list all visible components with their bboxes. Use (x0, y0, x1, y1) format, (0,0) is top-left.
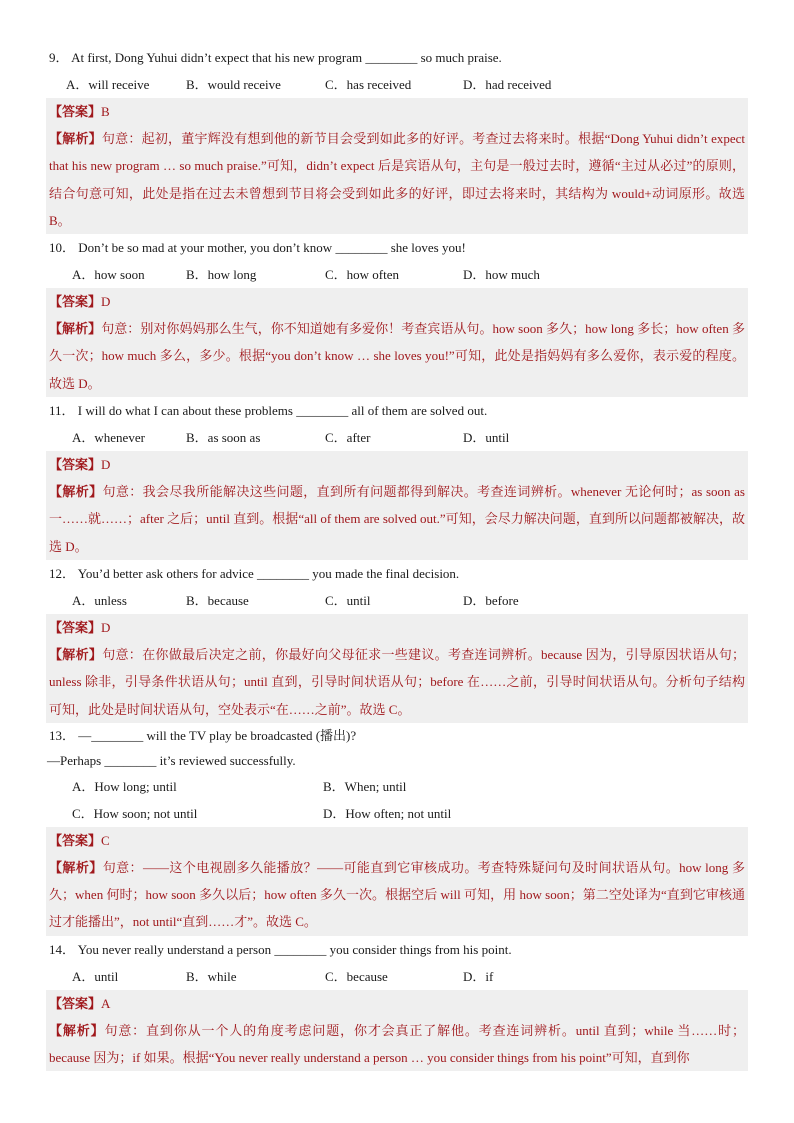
document-page (46, 44, 748, 1071)
stem-text: You’d better ask others for advice (77, 565, 254, 581)
stem-text: you made the final decision. (312, 565, 460, 581)
option-d: D．until (463, 430, 510, 446)
question-14 (46, 936, 748, 1072)
options-row (46, 424, 748, 451)
answer-label: 【答案】 (49, 995, 102, 1011)
answer-blank: ________ (296, 403, 349, 419)
option-a: A．until (72, 968, 119, 984)
answer-value: D (101, 457, 111, 473)
option-d: D．had received (463, 77, 552, 92)
answer-box (46, 288, 748, 397)
explanation (49, 125, 745, 234)
option-b: B．as soon as (186, 430, 261, 446)
answer-line (49, 451, 745, 478)
explanation-label: 【解析】 (49, 131, 102, 146)
option-c: C．has received (325, 77, 412, 92)
options-row (46, 71, 748, 98)
stem-text: Don’t be so mad at your mother, you don’t know (78, 240, 333, 256)
options-row (46, 773, 748, 800)
explanation-text: 句意：别对你妈妈那么生气，你不知道她有多爱你！考查宾语从句。how soon 多久；how long 多长；how often 多久一次；how much 多么，多少。根据“you don’t know … she loves you!”可知，此处是指妈妈有多么爱你，表示爱的程度。故选 D。 (49, 321, 745, 391)
question-11 (46, 397, 748, 560)
stem-text: she loves you! (390, 240, 466, 256)
answer-box (46, 614, 748, 723)
answer-label: 【答案】 (49, 832, 102, 848)
question-number: 11． (49, 403, 75, 419)
answer-box (46, 990, 748, 1072)
answer-blank: ________ (365, 50, 418, 65)
option-b: B．how long (186, 267, 257, 283)
question-stem (46, 234, 748, 261)
answer-line (49, 614, 745, 641)
stem-text: — (78, 727, 92, 743)
question-12 (46, 560, 748, 723)
question-stem (46, 44, 748, 71)
stem-text: —Perhaps (47, 752, 102, 768)
option-b: B．while (186, 968, 237, 984)
option-d: D．if (463, 968, 494, 984)
option-c: C．How soon; not until (72, 805, 198, 821)
explanation (49, 478, 745, 560)
option-a: A．unless (72, 592, 127, 608)
explanation-label: 【解析】 (49, 484, 103, 500)
option-a: A．How long; until (72, 778, 177, 794)
answer-blank: ________ (91, 727, 144, 743)
explanation (49, 315, 745, 397)
option-c: C．after (325, 430, 371, 446)
answer-blank: ________ (335, 240, 388, 256)
explanation-label: 【解析】 (49, 1022, 105, 1038)
explanation-text: 句意：起初，董宇辉没有想到他的新节目会受到如此多的好评。考查过去将来时。根据“Dong Yuhui didn’t expect that his new program … so much praise.”可知，didn’t expect 后是宾语从句，主句是一般过去时，遵循“主过从必过”的原则，结合句意可知，此处是指在过去未曾想到节目将会受到如此多的好评，即过去将来时，其结构为 would+动词原形。故选 B。 (49, 131, 745, 228)
explanation-text: 句意：我会尽我所能解决这些问题，直到所有问题都得到解决。考查连词辨析。whenever 无论何时；as soon as 一……就……；after 之后；until 直到。根据“all of them are solved out.”可知，会尽力解决问题，直到所以问题都被解决，故选 D。 (49, 484, 745, 554)
question-number: 14． (49, 941, 76, 957)
stem-text: I will do what I can about these problems (77, 403, 293, 419)
explanation-label: 【解析】 (49, 646, 103, 662)
option-b: B．would receive (186, 77, 281, 92)
answer-label: 【答案】 (49, 294, 102, 310)
option-b: B．because (186, 592, 249, 608)
question-13 (46, 723, 748, 936)
option-c: C．how often (325, 267, 400, 283)
options-row (46, 800, 748, 827)
question-number: 10． (49, 240, 76, 256)
answer-blank: ________ (104, 752, 157, 768)
answer-line (49, 288, 745, 315)
question-stem-reply (46, 748, 748, 773)
stem-text: you consider things from his point. (329, 941, 512, 957)
question-stem (46, 397, 748, 424)
option-d: D．How often; not until (323, 805, 452, 821)
explanation-text: 句意：直到你从一个人的角度考虑问题，你才会真正了解他。考查连词辨析。until 直到；while 当……时；because 因为；if 如果。根据“You never really understand a person … you consider things from his point”可知，直到你 (49, 1022, 745, 1066)
explanation-label: 【解析】 (49, 859, 103, 875)
explanation (49, 1017, 745, 1072)
options-row (46, 261, 748, 288)
option-d: D．before (463, 592, 519, 608)
answer-label: 【答案】 (49, 619, 102, 635)
answer-value: C (101, 832, 110, 848)
option-a: A．will receive (66, 77, 150, 92)
answer-blank: ________ (274, 941, 327, 957)
question-stem (46, 560, 748, 587)
answer-blank: ________ (257, 565, 309, 581)
answer-value: D (101, 619, 111, 635)
option-a: A．how soon (72, 267, 145, 283)
answer-box (46, 98, 748, 234)
explanation-text: 句意：在你做最后决定之前，你最好向父母征求一些建议。考查连词辨析。because 因为，引导原因状语从句；unless 除非，引导条件状语从句；until 直到，引导时间状语从句；before 在……之前，引导时间状语从句。分析句子结构可知，此处是时间状语从句，空处表示“在……之前”。故选 C。 (49, 646, 745, 717)
answer-value: B (101, 104, 110, 119)
explanation (49, 641, 745, 723)
option-b: B．When; until (323, 778, 407, 794)
answer-box (46, 451, 748, 560)
option-d: D．how much (463, 267, 540, 283)
answer-line (49, 98, 745, 125)
options-row (46, 963, 748, 990)
answer-line (49, 990, 745, 1017)
stem-text: so much praise. (420, 50, 502, 65)
question-stem (46, 723, 748, 748)
question-number: 13． (49, 727, 76, 743)
explanation (49, 854, 745, 936)
stem-text: You never really understand a person (77, 941, 272, 957)
option-c: C．because (325, 968, 388, 984)
answer-value: A (101, 995, 111, 1011)
answer-line (49, 827, 745, 854)
question-9 (46, 44, 748, 234)
option-c: C．until (325, 592, 371, 608)
stem-text: it’s reviewed successfully. (159, 752, 296, 768)
stem-text: At first, Dong Yuhui didn’t expect that his new program (71, 50, 363, 65)
question-stem (46, 936, 748, 963)
stem-text: all of them are solved out. (351, 403, 488, 419)
option-a: A．whenever (72, 430, 145, 446)
explanation-text: 句意：——这个电视剧多久能播放？——可能直到它审核成功。考查特殊疑问句及时间状语从句。how long 多久；when 何时；how soon 多久以后；how often 多久一次。根据空后 will 可知，用 how soon；第二空处译为“直到它审核通过才能播出”，not until“直到……才”。故选 C。 (49, 859, 745, 930)
answer-value: D (101, 294, 111, 310)
explanation-label: 【解析】 (49, 321, 102, 337)
question-10 (46, 234, 748, 397)
options-row (46, 587, 748, 614)
answer-label: 【答案】 (49, 104, 102, 119)
answer-box (46, 827, 748, 936)
question-number: 12． (49, 565, 76, 581)
answer-label: 【答案】 (49, 457, 102, 473)
question-number: 9． (49, 50, 69, 65)
stem-text: will the TV play be broadcasted (播出)? (146, 727, 357, 743)
